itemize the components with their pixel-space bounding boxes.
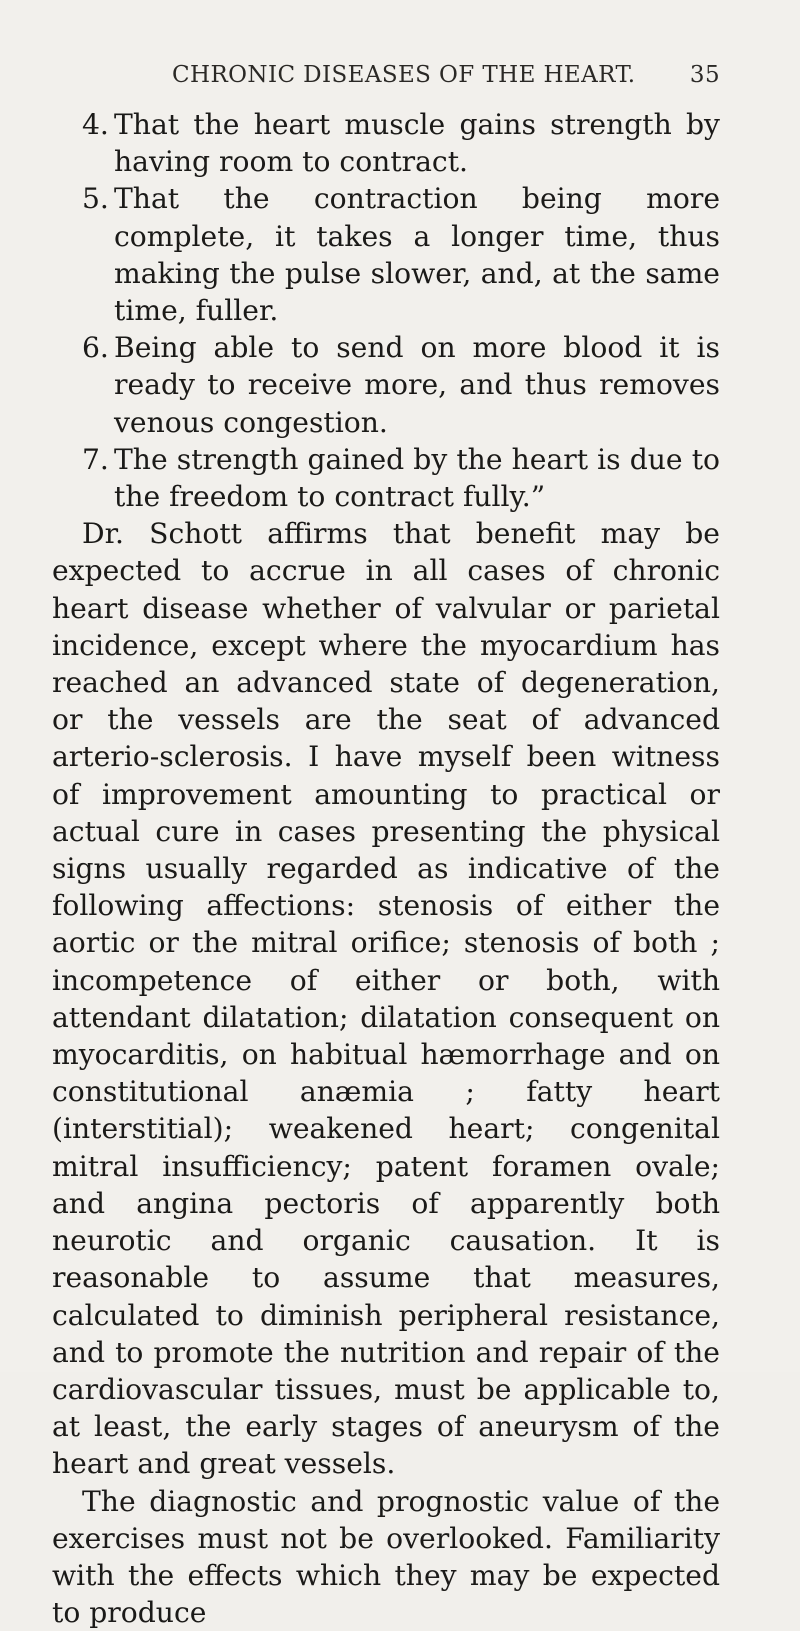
- list-item-number: 5.: [82, 182, 109, 216]
- list-item: [52, 329, 720, 441]
- list-item-number: 6.: [82, 331, 109, 365]
- list-item-text: The strength gained by the heart is due to the freedom to contract fully.”: [114, 442, 720, 514]
- list-item: [52, 106, 720, 180]
- running-header: [160, 62, 720, 94]
- running-title: CHRONIC DISEASES OF THE HEART.: [172, 62, 636, 88]
- list-item-text: That the heart muscle gains strength by having room to contract.: [114, 108, 720, 179]
- body-paragraph: The diagnostic and prognostic value of the exercises must not be overlooked. Familiarity with the effects which they may be expected to produce: [52, 1484, 720, 1630]
- list-item: [52, 441, 720, 515]
- body-paragraph: Dr. Schott affirms that benefit may be expected to accrue in all cases of chronic heart disease whether of valvular or parietal incidence, except where the myocardium has reached an advanced state of degeneration, or the vessels are the seat of advanced arterio-sclerosis. I have myself been witness of improvement amounting to practical or actual cure in cases presenting the physical signs usually regarded as indicative of the following affections: stenosis of either the aortic or the mitral orifice; stenosis of both ; incompetence of either or both, with attendant dilatation; dilatation consequent on myocarditis, on habitual hæmorrhage and on constitutional anæmia ; fatty heart (interstitial); weakened heart; congenital mitral insufficiency; patent foramen ovale; and angina pectoris of apparently both neurotic and organic causation. It is reasonable to assume that measures, calculated to diminish peripheral resistance, and to promote the nutrition and repair of the cardiovascular tissues, must be applicable to, at least, the early stages of aneurysm of the heart and great vessels.: [52, 517, 720, 1481]
- list-item-text: That the contraction being more complete, it takes a longer time, thus making the pulse slower, and, at the same time, fuller.: [114, 182, 720, 328]
- list-item-number: 7.: [82, 442, 109, 476]
- list-item-text: Being able to send on more blood it is ready to receive more, and thus removes venous congestion.: [114, 331, 720, 439]
- page-body: [52, 106, 720, 1631]
- list-item: [52, 180, 720, 329]
- page-number: 35: [689, 62, 720, 88]
- list-item-number: 4.: [82, 108, 109, 141]
